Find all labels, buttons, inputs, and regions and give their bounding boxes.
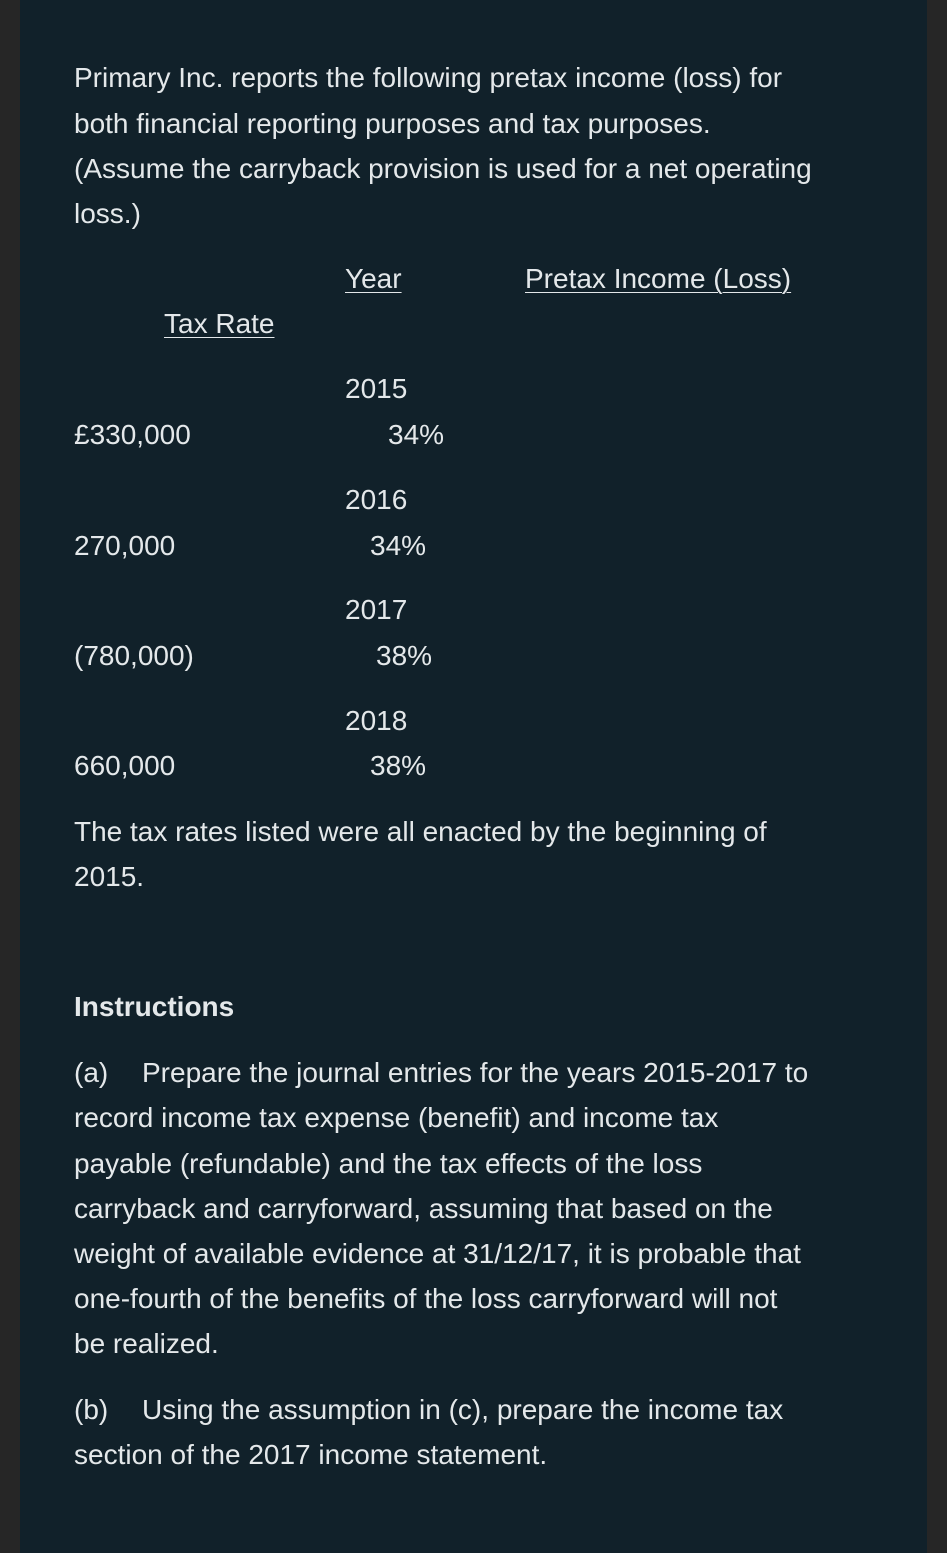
instructions-heading: Instructions: [74, 991, 235, 1022]
row-rate: 38%: [376, 640, 433, 671]
instruction-b-line: Using the assumption in (c), prepare the income tax: [142, 1394, 784, 1425]
row-rate: 34%: [388, 419, 445, 450]
row-rate: 34%: [370, 530, 427, 561]
instruction-a-line: weight of available evidence at 31/12/17, it is probable that: [74, 1238, 801, 1269]
row-year: 2017: [345, 594, 408, 625]
instruction-a-line: Prepare the journal entries for the years 2015-2017 to: [142, 1057, 809, 1088]
row-year: 2015: [345, 373, 408, 404]
pretax-income-header: Pretax Income (Loss): [525, 263, 792, 294]
year-header: Year: [345, 263, 402, 294]
instruction-a-line: payable (refundable) and the tax effects of the loss: [74, 1148, 703, 1179]
intro-line: both financial reporting purposes and tax purposes.: [74, 108, 711, 139]
intro-line: Primary Inc. reports the following pretax income (loss) for: [74, 62, 783, 93]
instruction-a-line: be realized.: [74, 1328, 219, 1359]
instruction-b-line: section of the 2017 income statement.: [74, 1439, 548, 1470]
intro-line: (Assume the carryback provision is used for a net operating: [74, 153, 812, 184]
row-income: (780,000): [74, 640, 194, 671]
instruction-a-line: carryback and carryforward, assuming that based on the: [74, 1193, 773, 1224]
row-rate: 38%: [370, 750, 427, 781]
note-line: 2015.: [74, 861, 145, 892]
instruction-a-label: (a): [74, 1057, 109, 1088]
row-year: 2018: [345, 705, 408, 736]
instruction-a-line: record income tax expense (benefit) and income tax: [74, 1102, 719, 1133]
row-income: £330,000: [74, 419, 191, 450]
tax-rate-header: Tax Rate: [164, 308, 275, 339]
row-income: 660,000: [74, 750, 176, 781]
note-line: The tax rates listed were all enacted by the beginning of: [74, 816, 767, 847]
row-income: 270,000: [74, 530, 176, 561]
instruction-a-line: one-fourth of the benefits of the loss carryforward will not: [74, 1283, 778, 1314]
row-year: 2016: [345, 484, 408, 515]
intro-line: loss.): [74, 198, 141, 229]
instruction-b-label: (b): [74, 1394, 109, 1425]
